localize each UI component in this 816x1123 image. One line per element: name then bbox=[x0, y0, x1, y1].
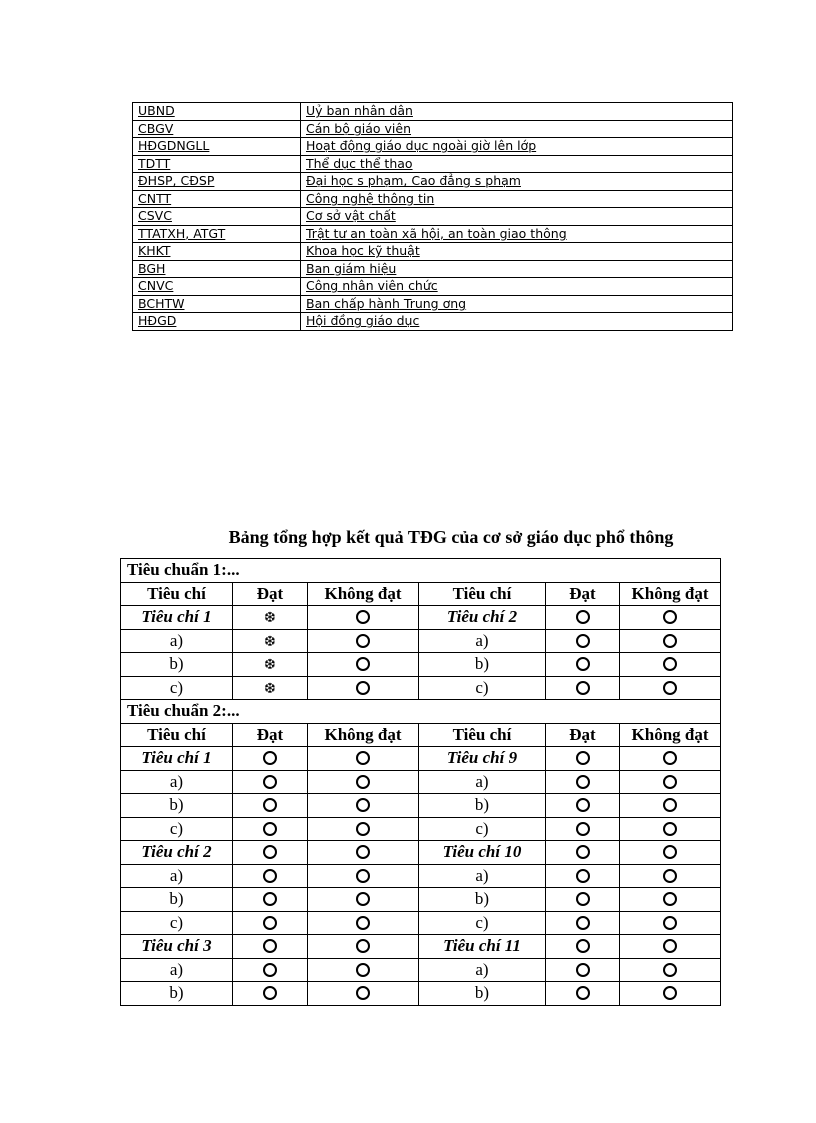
fail-mark-cell bbox=[308, 653, 419, 677]
fail-mark-cell bbox=[308, 817, 419, 841]
fail-mark-cell bbox=[620, 864, 721, 888]
abbreviation-code: CSVC bbox=[133, 208, 301, 226]
ring-mark-icon bbox=[663, 822, 677, 836]
criterion-label: Tiêu chí 2 bbox=[121, 841, 233, 865]
abbreviation-row bbox=[133, 243, 733, 261]
ring-mark-icon bbox=[356, 845, 370, 859]
ring-mark-icon bbox=[663, 751, 677, 765]
pass-mark-cell bbox=[233, 629, 308, 653]
abbreviation-row bbox=[133, 138, 733, 156]
criterion-row bbox=[121, 841, 721, 865]
snowflake-mark-icon: ❆ bbox=[264, 610, 276, 627]
column-header-criterion: Tiêu chí bbox=[121, 723, 233, 747]
ring-mark-icon bbox=[576, 822, 590, 836]
sub-item-label: b) bbox=[419, 982, 546, 1006]
abbreviation-meaning: Uỷ ban nhân dân bbox=[301, 103, 733, 121]
ring-mark-icon bbox=[576, 798, 590, 812]
ring-mark-icon bbox=[263, 845, 277, 859]
ring-mark-icon bbox=[263, 939, 277, 953]
pass-mark-cell bbox=[233, 817, 308, 841]
criterion-label: Tiêu chí 3 bbox=[121, 935, 233, 959]
pass-mark-cell bbox=[546, 888, 620, 912]
pass-mark-cell bbox=[546, 629, 620, 653]
ring-mark-icon bbox=[263, 986, 277, 1000]
ring-mark-icon bbox=[356, 986, 370, 1000]
abbreviation-row bbox=[133, 120, 733, 138]
pass-mark-cell bbox=[546, 770, 620, 794]
sub-item-label: c) bbox=[121, 817, 233, 841]
ring-mark-icon bbox=[663, 986, 677, 1000]
criterion-row bbox=[121, 864, 721, 888]
fail-mark-cell bbox=[308, 794, 419, 818]
criterion-label: Tiêu chí 10 bbox=[419, 841, 546, 865]
ring-mark-icon bbox=[576, 657, 590, 671]
criterion-label: Tiêu chí 9 bbox=[419, 747, 546, 771]
ring-mark-icon bbox=[663, 845, 677, 859]
pass-mark-cell bbox=[546, 911, 620, 935]
summary-table-body bbox=[121, 559, 721, 1006]
abbreviation-meaning: Thể dục thể thao bbox=[301, 155, 733, 173]
criterion-row bbox=[121, 770, 721, 794]
abbreviation-meaning: Đại học s phạm, Cao đẳng s phạm bbox=[301, 173, 733, 191]
column-header-criterion: Tiêu chí bbox=[419, 582, 546, 606]
pass-mark-cell bbox=[233, 653, 308, 677]
criterion-row bbox=[121, 911, 721, 935]
criterion-label: Tiêu chí 1 bbox=[121, 606, 233, 630]
abbreviation-code: KHKT bbox=[133, 243, 301, 261]
pass-mark-cell bbox=[233, 606, 308, 630]
snowflake-mark-icon: ❆ bbox=[264, 657, 276, 674]
fail-mark-cell bbox=[620, 747, 721, 771]
standard-row bbox=[121, 700, 721, 724]
criterion-row bbox=[121, 653, 721, 677]
fail-mark-cell bbox=[308, 770, 419, 794]
fail-mark-cell bbox=[620, 817, 721, 841]
ring-mark-icon bbox=[356, 657, 370, 671]
ring-mark-icon bbox=[263, 798, 277, 812]
criterion-label: Tiêu chí 1 bbox=[121, 747, 233, 771]
ring-mark-icon bbox=[356, 916, 370, 930]
abbreviation-row bbox=[133, 278, 733, 296]
abbreviation-code: BGH bbox=[133, 260, 301, 278]
ring-mark-icon bbox=[576, 916, 590, 930]
abbreviation-row bbox=[133, 225, 733, 243]
column-header-row bbox=[121, 723, 721, 747]
fail-mark-cell bbox=[308, 982, 419, 1006]
standard-label: Tiêu chuẩn 2:... bbox=[121, 700, 721, 724]
abbreviation-meaning: Hội đồng giáo dục bbox=[301, 313, 733, 331]
criterion-label: Tiêu chí 11 bbox=[419, 935, 546, 959]
ring-mark-icon bbox=[356, 963, 370, 977]
pass-mark-cell bbox=[546, 817, 620, 841]
pass-mark-cell bbox=[546, 982, 620, 1006]
abbreviation-row bbox=[133, 173, 733, 191]
column-header-pass: Đạt bbox=[233, 723, 308, 747]
snowflake-mark-icon: ❆ bbox=[264, 680, 276, 697]
pass-mark-cell bbox=[233, 676, 308, 700]
ring-mark-icon bbox=[356, 634, 370, 648]
ring-mark-icon bbox=[263, 892, 277, 906]
fail-mark-cell bbox=[620, 606, 721, 630]
ring-mark-icon bbox=[576, 963, 590, 977]
criterion-row bbox=[121, 982, 721, 1006]
criterion-row bbox=[121, 629, 721, 653]
column-header-fail: Không đạt bbox=[308, 582, 419, 606]
ring-mark-icon bbox=[356, 681, 370, 695]
fail-mark-cell bbox=[308, 888, 419, 912]
abbreviation-table bbox=[132, 102, 733, 331]
sub-item-label: c) bbox=[419, 911, 546, 935]
ring-mark-icon bbox=[356, 798, 370, 812]
column-header-fail: Không đạt bbox=[620, 582, 721, 606]
abbreviation-meaning: Khoa học kỹ thuật bbox=[301, 243, 733, 261]
abbreviation-table-body bbox=[133, 103, 733, 331]
abbreviation-meaning: Trật tư an toàn xã hội, an toàn giao thông bbox=[301, 225, 733, 243]
sub-item-label: b) bbox=[121, 888, 233, 912]
ring-mark-icon bbox=[663, 798, 677, 812]
ring-mark-icon bbox=[663, 869, 677, 883]
fail-mark-cell bbox=[620, 629, 721, 653]
ring-mark-icon bbox=[576, 845, 590, 859]
fail-mark-cell bbox=[308, 606, 419, 630]
ring-mark-icon bbox=[356, 610, 370, 624]
sub-item-label: a) bbox=[121, 958, 233, 982]
pass-mark-cell bbox=[546, 841, 620, 865]
sub-item-label: b) bbox=[419, 794, 546, 818]
column-header-fail: Không đạt bbox=[308, 723, 419, 747]
criterion-label: Tiêu chí 2 bbox=[419, 606, 546, 630]
abbreviation-row bbox=[133, 208, 733, 226]
sub-item-label: c) bbox=[419, 676, 546, 700]
sub-item-label: c) bbox=[419, 817, 546, 841]
abbreviation-code: BCHTW bbox=[133, 295, 301, 313]
ring-mark-icon bbox=[663, 963, 677, 977]
abbreviation-row bbox=[133, 260, 733, 278]
criterion-row bbox=[121, 747, 721, 771]
ring-mark-icon bbox=[263, 751, 277, 765]
abbreviation-code: TDTT bbox=[133, 155, 301, 173]
pass-mark-cell bbox=[546, 864, 620, 888]
sub-item-label: c) bbox=[121, 911, 233, 935]
abbreviation-meaning: Hoạt động giáo dục ngoài giờ lên lớp bbox=[301, 138, 733, 156]
ring-mark-icon bbox=[263, 916, 277, 930]
fail-mark-cell bbox=[620, 653, 721, 677]
fail-mark-cell bbox=[620, 982, 721, 1006]
standard-row bbox=[121, 559, 721, 583]
fail-mark-cell bbox=[308, 864, 419, 888]
sub-item-label: b) bbox=[419, 888, 546, 912]
ring-mark-icon bbox=[576, 986, 590, 1000]
sub-item-label: a) bbox=[419, 864, 546, 888]
ring-mark-icon bbox=[356, 822, 370, 836]
fail-mark-cell bbox=[308, 935, 419, 959]
standard-label: Tiêu chuẩn 1:... bbox=[121, 559, 721, 583]
abbreviation-meaning: Cán bộ giáo viên bbox=[301, 120, 733, 138]
criterion-row bbox=[121, 817, 721, 841]
abbreviation-row bbox=[133, 103, 733, 121]
abbreviation-code: UBND bbox=[133, 103, 301, 121]
ring-mark-icon bbox=[263, 822, 277, 836]
sub-item-label: a) bbox=[419, 770, 546, 794]
abbreviation-row bbox=[133, 295, 733, 313]
pass-mark-cell bbox=[546, 747, 620, 771]
abbreviation-meaning: Công nghệ thông tin bbox=[301, 190, 733, 208]
sub-item-label: c) bbox=[121, 676, 233, 700]
criterion-row bbox=[121, 676, 721, 700]
fail-mark-cell bbox=[308, 958, 419, 982]
fail-mark-cell bbox=[308, 676, 419, 700]
column-header-criterion: Tiêu chí bbox=[121, 582, 233, 606]
pass-mark-cell bbox=[546, 653, 620, 677]
column-header-criterion: Tiêu chí bbox=[419, 723, 546, 747]
fail-mark-cell bbox=[620, 794, 721, 818]
fail-mark-cell bbox=[620, 676, 721, 700]
ring-mark-icon bbox=[576, 634, 590, 648]
abbreviation-meaning: Cơ sở vật chất bbox=[301, 208, 733, 226]
ring-mark-icon bbox=[576, 939, 590, 953]
snowflake-mark-icon: ❆ bbox=[264, 633, 276, 650]
abbreviation-code: HĐGDNGLL bbox=[133, 138, 301, 156]
pass-mark-cell bbox=[233, 982, 308, 1006]
abbreviation-row bbox=[133, 313, 733, 331]
ring-mark-icon bbox=[663, 775, 677, 789]
summary-title: Bảng tổng hợp kết quả TĐG của cơ sở giáo dục phổ thông bbox=[228, 527, 674, 547]
ring-mark-icon bbox=[576, 892, 590, 906]
ring-mark-icon bbox=[663, 916, 677, 930]
pass-mark-cell bbox=[546, 958, 620, 982]
sub-item-label: b) bbox=[121, 794, 233, 818]
ring-mark-icon bbox=[263, 869, 277, 883]
pass-mark-cell bbox=[546, 935, 620, 959]
criterion-row bbox=[121, 606, 721, 630]
abbreviation-row bbox=[133, 190, 733, 208]
ring-mark-icon bbox=[663, 634, 677, 648]
fail-mark-cell bbox=[308, 911, 419, 935]
pass-mark-cell bbox=[233, 935, 308, 959]
pass-mark-cell bbox=[233, 911, 308, 935]
abbreviation-row bbox=[133, 155, 733, 173]
ring-mark-icon bbox=[263, 963, 277, 977]
column-header-row bbox=[121, 582, 721, 606]
pass-mark-cell bbox=[233, 747, 308, 771]
abbreviation-meaning: Ban chấp hành Trung ơng bbox=[301, 295, 733, 313]
criterion-row bbox=[121, 794, 721, 818]
pass-mark-cell bbox=[546, 794, 620, 818]
sub-item-label: b) bbox=[419, 653, 546, 677]
sub-item-label: b) bbox=[121, 653, 233, 677]
ring-mark-icon bbox=[663, 657, 677, 671]
ring-mark-icon bbox=[356, 751, 370, 765]
fail-mark-cell bbox=[308, 841, 419, 865]
ring-mark-icon bbox=[356, 939, 370, 953]
ring-mark-icon bbox=[356, 892, 370, 906]
sub-item-label: a) bbox=[419, 958, 546, 982]
ring-mark-icon bbox=[356, 775, 370, 789]
ring-mark-icon bbox=[576, 775, 590, 789]
ring-mark-icon bbox=[663, 610, 677, 624]
sub-item-label: b) bbox=[121, 982, 233, 1006]
pass-mark-cell bbox=[546, 606, 620, 630]
ring-mark-icon bbox=[263, 775, 277, 789]
column-header-pass: Đạt bbox=[233, 582, 308, 606]
abbreviation-code: HĐGD bbox=[133, 313, 301, 331]
column-header-pass: Đạt bbox=[546, 582, 620, 606]
ring-mark-icon bbox=[663, 892, 677, 906]
abbreviation-code: TTATXH, ATGT bbox=[133, 225, 301, 243]
pass-mark-cell bbox=[546, 676, 620, 700]
fail-mark-cell bbox=[308, 629, 419, 653]
pass-mark-cell bbox=[233, 770, 308, 794]
column-header-fail: Không đạt bbox=[620, 723, 721, 747]
fail-mark-cell bbox=[620, 841, 721, 865]
criterion-row bbox=[121, 888, 721, 912]
pass-mark-cell bbox=[233, 864, 308, 888]
abbreviation-meaning: Ban giám hiệu bbox=[301, 260, 733, 278]
ring-mark-icon bbox=[576, 751, 590, 765]
column-header-pass: Đạt bbox=[546, 723, 620, 747]
fail-mark-cell bbox=[620, 770, 721, 794]
summary-table bbox=[120, 558, 721, 1006]
sub-item-label: a) bbox=[121, 629, 233, 653]
abbreviation-code: CBGV bbox=[133, 120, 301, 138]
ring-mark-icon bbox=[576, 869, 590, 883]
abbreviation-meaning: Công nhân viên chức bbox=[301, 278, 733, 296]
fail-mark-cell bbox=[620, 888, 721, 912]
sub-item-label: a) bbox=[121, 864, 233, 888]
ring-mark-icon bbox=[356, 869, 370, 883]
pass-mark-cell bbox=[233, 888, 308, 912]
ring-mark-icon bbox=[663, 681, 677, 695]
pass-mark-cell bbox=[233, 841, 308, 865]
abbreviation-code: CNTT bbox=[133, 190, 301, 208]
fail-mark-cell bbox=[620, 958, 721, 982]
ring-mark-icon bbox=[663, 939, 677, 953]
sub-item-label: a) bbox=[419, 629, 546, 653]
criterion-row bbox=[121, 958, 721, 982]
fail-mark-cell bbox=[620, 911, 721, 935]
abbreviation-code: CNVC bbox=[133, 278, 301, 296]
fail-mark-cell bbox=[620, 935, 721, 959]
pass-mark-cell bbox=[233, 958, 308, 982]
fail-mark-cell bbox=[308, 747, 419, 771]
sub-item-label: a) bbox=[121, 770, 233, 794]
ring-mark-icon bbox=[576, 610, 590, 624]
criterion-row bbox=[121, 935, 721, 959]
pass-mark-cell bbox=[233, 794, 308, 818]
abbreviation-code: ĐHSP, CĐSP bbox=[133, 173, 301, 191]
ring-mark-icon bbox=[576, 681, 590, 695]
